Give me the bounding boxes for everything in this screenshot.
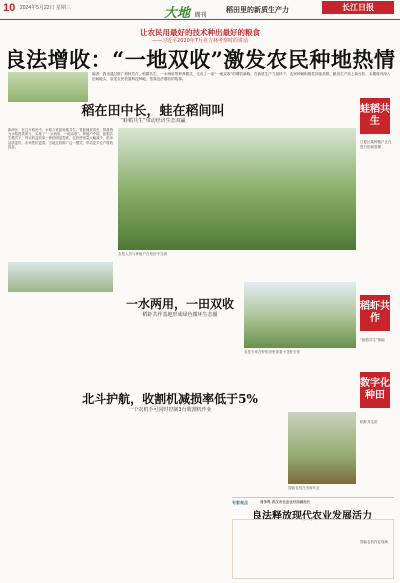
commentary-byline: 周争鸣 武汉市农业农村局副局长 [260,500,311,504]
story3-photo [288,412,356,484]
newspaper-logo: 长江日报 [322,1,394,14]
section-sub: 周刊 [194,12,207,19]
story1-caption: 农技人员与种植户在稻田中交流 [118,252,167,256]
side-note-2: “蛙稻共生”基地 [360,338,385,342]
lead-photo [8,72,88,102]
story2-tag: 稻虾共作 [360,295,390,331]
commentary-body [232,519,394,579]
story2-body [8,300,118,380]
page-meta: 2024年5月22日 星期三 [20,5,71,11]
page-headline: 良法增收：“一地双收”激发农民种地热情 [4,47,396,72]
section-name: 大地 [164,6,191,21]
section-title [164,2,207,21]
commentary-tag: 专家观点 [232,500,248,505]
story2-title: 一水两用，一田双收 [125,297,234,311]
kicker-quote: 让农民用最好的技术种出最好的粮食 [140,28,260,37]
story1-photo-2 [8,262,113,292]
side-note-1: 江夏区某种植户正在进行田间管理 [360,140,392,149]
story3-tag: 数字化种田 [360,372,390,408]
story2-subtitle: 稻虾共作基地形成绿色循环生态圈 [142,312,218,318]
story1-title: 稻在田中长，蛙在稻间叫 [81,104,225,119]
story2-caption: 农技专家在虾稻田里查看小龙虾长势 [244,350,300,354]
story1-tag: 蛙稻共生 [360,98,390,134]
lead-text: 编者：我市通过推广稻虾共作、稻鳖共生、一水两用等种养模式，走出了一条“一地双收”的增收新路。在新质生产力加持下，农民种粮积极性持续高涨，粮食生产再上新台阶。本期周刊深入田间地头，讲述农民依靠科技种地、依靠良法增收的故事。 [92,72,391,81]
story1-photo [118,128,356,250]
story1-body: 新洲区：在这片稻田中，水稻与青蛙和谐共生。青蛙捕食害虫，排泄物为水稻提供养分，实现了“一水两用、一地双收”。种植户介绍，蛙稻共生模式下，每亩收益较单一种稻明显提高，农药使用量大幅减少，稻米品质更好，市场售价更高。当地还将推广这一模式，带动更多农户增收致富。 [8,128,113,149]
story3-title: 北斗护航，收割机减损率低于5% [82,392,258,406]
story1-subtitle: “蛙稻共生”带动经济生态双赢 [120,118,186,124]
section-theme: 稻田里的新质生产力 [226,7,289,14]
side-note-3: 稻虾共生田 [360,420,378,424]
story3-caption: 智能农机在田间作业 [288,486,320,490]
kicker-source: ——习近平2020年7月在吉林考察时的讲话 [152,38,248,44]
story3-subtitle: 一个农机手可同时控制3台收割机作业 [128,407,212,413]
story2-photo [244,282,356,348]
commentary-title: 良法释放现代农业发展活力 [252,511,372,522]
divider [232,497,394,498]
page-number: 10 [3,2,16,14]
side-note-4: 智能农机作业现场 [360,540,388,544]
